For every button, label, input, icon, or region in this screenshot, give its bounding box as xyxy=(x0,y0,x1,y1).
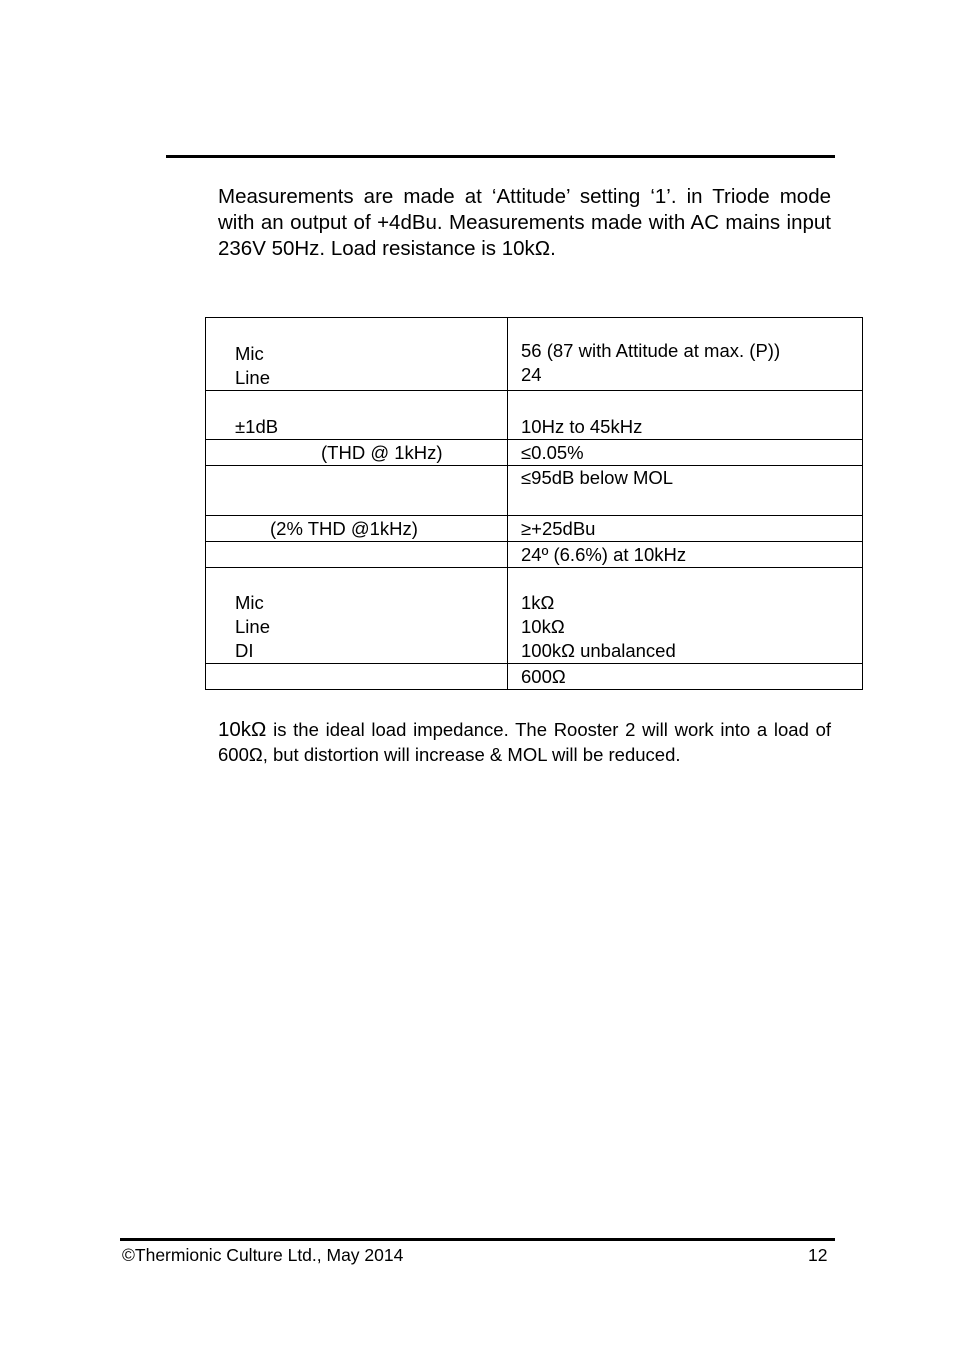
mol-label-cell xyxy=(206,516,508,542)
gain-value-cell xyxy=(508,318,863,391)
response-value: 10Hz to 45kHz xyxy=(508,391,863,440)
noise-label xyxy=(206,466,508,516)
load-note-lead: 10kΩ xyxy=(218,718,267,741)
intro-paragraph: Measurements are made at ‘Attitude’ setting ‘1’. in Triode mode with an output of +4dBu. Measurements made with AC mains input 236V 50Hz. Load resistance is 10kΩ. xyxy=(218,185,831,260)
input-di-label: DI xyxy=(235,640,254,661)
distortion-label: (THD @ 1kHz) xyxy=(321,442,443,463)
mol-label: (2% THD @1kHz) xyxy=(270,518,418,539)
gain-line-value: 24 xyxy=(521,364,542,385)
page-number: 12 xyxy=(808,1245,828,1265)
top-rule xyxy=(166,155,835,158)
load-note xyxy=(218,717,831,767)
output-impedance-label xyxy=(206,664,508,690)
spec-table xyxy=(205,317,863,690)
table-row-gain xyxy=(206,318,863,391)
table-row-input-impedance xyxy=(206,568,863,664)
table-row-phase xyxy=(206,542,863,568)
noise-value: ≤95dB below MOL xyxy=(508,466,863,516)
footer-copyright: ©Thermionic Culture Ltd., May 2014 xyxy=(122,1245,404,1265)
table-row-mol xyxy=(206,516,863,542)
footer-rule xyxy=(120,1238,835,1241)
input-di-value: 100kΩ unbalanced xyxy=(521,640,676,661)
gain-line-label: Line xyxy=(235,367,270,388)
table-row-output-impedance xyxy=(206,664,863,690)
mol-value: ≥+25dBu xyxy=(508,516,863,542)
gain-mic-value: 56 (87 with Attitude at max. (P)) xyxy=(521,340,781,361)
table-row-distortion xyxy=(206,440,863,466)
input-line-value: 10kΩ xyxy=(521,616,565,637)
input-impedance-label-cell xyxy=(206,568,508,664)
table-row-noise xyxy=(206,466,863,516)
distortion-label-cell xyxy=(206,440,508,466)
table-row-response xyxy=(206,391,863,440)
load-note-text: is the ideal load impedance. The Rooster 2 will work into a load of 600Ω, but distortion will increase & MOL will be reduced. xyxy=(218,719,831,765)
input-line-label: Line xyxy=(235,616,270,637)
input-mic-value: 1kΩ xyxy=(521,592,555,613)
distortion-value: ≤0.05% xyxy=(508,440,863,466)
phase-value: 24º (6.6%) at 10kHz xyxy=(508,542,863,568)
gain-label-cell xyxy=(206,318,508,391)
input-mic-label: Mic xyxy=(235,592,264,613)
output-impedance-value: 600Ω xyxy=(508,664,863,690)
phase-label xyxy=(206,542,508,568)
input-impedance-value-cell xyxy=(508,568,863,664)
gain-mic-label: Mic xyxy=(235,343,264,364)
response-label: ±1dB xyxy=(206,391,508,440)
